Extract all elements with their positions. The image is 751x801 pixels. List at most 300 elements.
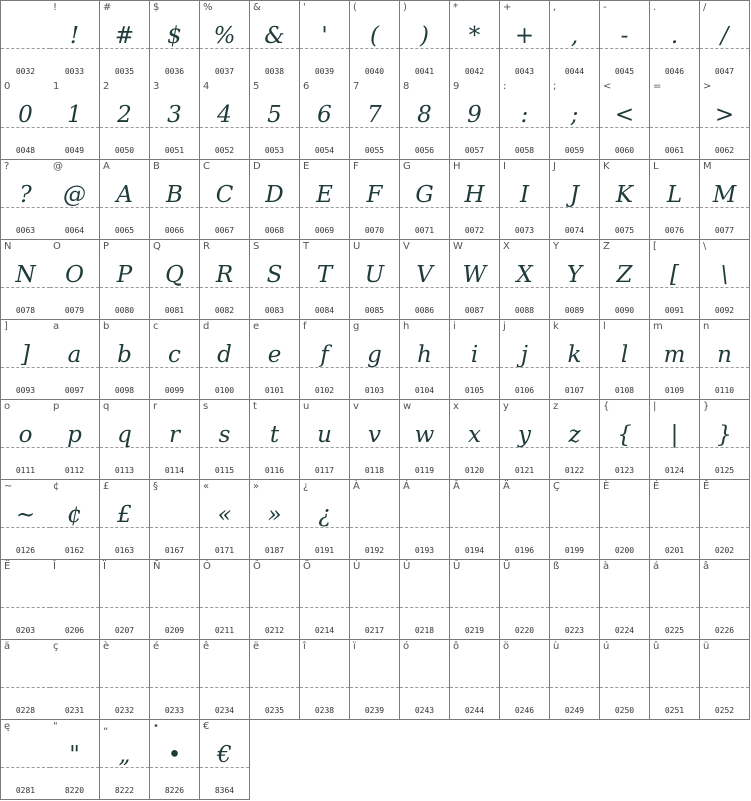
baseline-guide — [250, 607, 299, 608]
glyph-code: 0091 — [664, 306, 685, 315]
glyph-code: 0075 — [614, 226, 635, 235]
glyph-code: 8226 — [164, 786, 185, 795]
glyph-sample: | — [670, 422, 679, 448]
glyph-cell — [550, 400, 600, 480]
glyph-label: [ — [653, 241, 657, 252]
glyph-label: ¿ — [303, 481, 309, 492]
glyph-sample: # — [114, 23, 135, 49]
glyph-label: < — [603, 81, 612, 92]
glyph-cell — [650, 0, 700, 81]
glyph-cell — [650, 160, 700, 240]
glyph-sample: < — [614, 102, 635, 128]
glyph-code: 0238 — [314, 706, 335, 715]
glyph-cell — [50, 320, 100, 400]
glyph-label: g — [353, 321, 360, 332]
glyph-cell — [450, 80, 500, 160]
glyph-label: t — [253, 401, 257, 412]
glyph-sample: n — [717, 342, 732, 368]
glyph-sample: 7 — [367, 102, 382, 128]
glyph-cell — [400, 80, 450, 160]
glyph-sample: * — [468, 23, 481, 49]
glyph-code: 0112 — [64, 466, 85, 475]
glyph-code: 0201 — [664, 546, 685, 555]
glyph-cell — [600, 560, 650, 640]
glyph-cell — [0, 480, 51, 560]
glyph-label: ö — [503, 641, 510, 652]
glyph-cell — [0, 160, 51, 240]
glyph-cell — [500, 160, 550, 240]
glyph-label: p — [53, 401, 60, 412]
glyph-sample: & — [264, 23, 285, 49]
glyph-code: 0232 — [114, 706, 135, 715]
glyph-sample: / — [720, 23, 729, 49]
baseline-guide — [700, 447, 749, 448]
baseline-guide — [600, 527, 649, 528]
baseline-guide — [550, 287, 599, 288]
glyph-cell — [50, 480, 100, 560]
glyph-label: / — [703, 2, 707, 13]
glyph-cell — [200, 0, 250, 81]
baseline-guide — [450, 48, 499, 49]
baseline-guide — [350, 607, 399, 608]
glyph-code: 0055 — [364, 146, 385, 155]
baseline-guide — [700, 48, 749, 49]
glyph-label: } — [703, 401, 710, 412]
glyph-label: T — [303, 241, 310, 252]
baseline-guide — [450, 607, 499, 608]
glyph-cell — [500, 320, 550, 400]
glyph-sample: ' — [321, 23, 328, 49]
glyph-code: 0224 — [614, 626, 635, 635]
glyph-cell — [650, 80, 700, 160]
baseline-guide — [300, 127, 349, 128]
glyph-label: 5 — [253, 81, 260, 92]
glyph-code: 0097 — [64, 386, 85, 395]
glyph-cell — [0, 320, 51, 400]
glyph-code: 0110 — [714, 386, 735, 395]
glyph-cell — [400, 160, 450, 240]
glyph-code: 0192 — [364, 546, 385, 555]
glyph-label: . — [653, 2, 657, 13]
glyph-cell — [50, 720, 100, 800]
baseline-guide — [50, 367, 99, 368]
glyph-cell — [50, 560, 100, 640]
baseline-guide — [400, 127, 449, 128]
glyph-label: l — [603, 321, 606, 332]
glyph-sample: J — [569, 182, 580, 208]
glyph-label: s — [203, 401, 209, 412]
glyph-sample: o — [18, 422, 33, 448]
glyph-sample: $ — [167, 23, 182, 49]
glyph-sample: £ — [117, 502, 132, 528]
glyph-code: 0074 — [564, 226, 585, 235]
glyph-cell — [50, 240, 100, 320]
glyph-sample: A — [116, 182, 133, 208]
glyph-label: Y — [553, 241, 560, 252]
baseline-guide — [350, 687, 399, 688]
glyph-label: x — [453, 401, 459, 412]
baseline-guide — [600, 287, 649, 288]
glyph-sample: Q — [165, 262, 184, 288]
glyph-label: ü — [703, 641, 710, 652]
baseline-guide — [500, 48, 549, 49]
glyph-sample: D — [265, 182, 284, 208]
glyph-sample: % — [213, 23, 236, 49]
glyph-sample: l — [620, 342, 629, 368]
glyph-cell — [350, 240, 400, 320]
baseline-guide — [100, 527, 149, 528]
glyph-code: 0209 — [164, 626, 185, 635]
glyph-label: { — [603, 401, 610, 412]
baseline-guide — [300, 207, 349, 208]
baseline-guide — [700, 287, 749, 288]
glyph-code: 0171 — [214, 546, 235, 555]
glyph-label: = — [653, 81, 662, 92]
glyph-sample: „ — [118, 742, 131, 768]
glyph-code: 0036 — [164, 67, 185, 76]
glyph-cell — [500, 480, 550, 560]
glyph-cell — [150, 640, 200, 720]
glyph-sample: V — [416, 262, 433, 288]
glyph-label: â — [703, 561, 710, 572]
glyph-label: Ô — [253, 561, 261, 572]
glyph-sample: ~ — [15, 502, 36, 528]
glyph-cell — [100, 400, 150, 480]
glyph-code: 0191 — [314, 546, 335, 555]
glyph-cell — [500, 400, 550, 480]
glyph-cell — [200, 640, 250, 720]
glyph-code: 0167 — [164, 546, 185, 555]
glyph-code: 0120 — [464, 466, 485, 475]
glyph-code: 0122 — [564, 466, 585, 475]
glyph-cell — [350, 640, 400, 720]
baseline-guide — [100, 687, 149, 688]
baseline-guide — [200, 127, 249, 128]
glyph-sample: p — [67, 422, 82, 448]
baseline-guide — [650, 207, 699, 208]
glyph-sample: b — [117, 342, 132, 368]
glyph-sample: B — [166, 182, 183, 208]
glyph-sample: x — [468, 422, 481, 448]
glyph-sample: i — [470, 342, 479, 368]
glyph-sample: R — [215, 262, 234, 288]
baseline-guide — [500, 607, 549, 608]
glyph-cell — [700, 640, 750, 720]
glyph-sample: d — [217, 342, 232, 368]
glyph-code: 0249 — [564, 706, 585, 715]
glyph-code: 0202 — [714, 546, 735, 555]
glyph-label: - — [603, 2, 607, 13]
glyph-code: 0032 — [15, 67, 36, 76]
glyph-code: 0226 — [714, 626, 735, 635]
baseline-guide — [700, 127, 749, 128]
baseline-guide — [700, 687, 749, 688]
glyph-label: ¢ — [53, 481, 60, 492]
glyph-label: Ï — [103, 561, 106, 572]
glyph-sample: " — [69, 742, 80, 768]
glyph-cell — [700, 400, 750, 480]
glyph-code: 0124 — [664, 466, 685, 475]
glyph-cell — [250, 0, 300, 81]
baseline-guide — [450, 287, 499, 288]
glyph-code: 0231 — [64, 706, 85, 715]
glyph-cell — [250, 400, 300, 480]
glyph-sample: v — [368, 422, 381, 448]
glyph-cell — [200, 320, 250, 400]
glyph-code: 0239 — [364, 706, 385, 715]
baseline-guide — [1, 447, 50, 448]
baseline-guide — [200, 687, 249, 688]
baseline-guide — [150, 367, 199, 368]
glyph-label: ' — [303, 2, 306, 13]
glyph-cell — [550, 640, 600, 720]
glyph-label: ß — [553, 561, 560, 572]
glyph-sample: ¿ — [318, 502, 331, 528]
glyph-cell — [50, 160, 100, 240]
glyph-code: 0093 — [15, 386, 36, 395]
glyph-code: 0039 — [314, 67, 335, 76]
baseline-guide — [250, 127, 299, 128]
glyph-cell — [650, 320, 700, 400]
glyph-sample: { — [617, 422, 632, 448]
baseline-guide — [100, 127, 149, 128]
baseline-guide — [600, 687, 649, 688]
glyph-label: « — [203, 481, 210, 492]
baseline-guide — [700, 207, 749, 208]
glyph-label: ô — [453, 641, 460, 652]
glyph-label: 4 — [203, 81, 210, 92]
baseline-guide — [300, 48, 349, 49]
baseline-guide — [400, 687, 449, 688]
baseline-guide — [250, 527, 299, 528]
glyph-code: 0114 — [164, 466, 185, 475]
glyph-sample: P — [116, 262, 133, 288]
glyph-code: 0061 — [664, 146, 685, 155]
baseline-guide — [650, 127, 699, 128]
glyph-cell — [550, 480, 600, 560]
glyph-label: Ù — [353, 561, 361, 572]
glyph-label: ù — [553, 641, 560, 652]
glyph-cell — [300, 480, 350, 560]
glyph-label: @ — [53, 161, 63, 172]
baseline-guide — [700, 607, 749, 608]
glyph-cell — [300, 160, 350, 240]
glyph-code: 0106 — [514, 386, 535, 395]
glyph-sample: 3 — [167, 102, 182, 128]
glyph-cell — [350, 0, 400, 81]
baseline-guide — [500, 687, 549, 688]
baseline-guide — [250, 287, 299, 288]
glyph-label: G — [403, 161, 411, 172]
glyph-label: 7 — [353, 81, 360, 92]
glyph-cell — [250, 560, 300, 640]
glyph-cell — [400, 640, 450, 720]
glyph-label: y — [503, 401, 509, 412]
glyph-code: 0083 — [264, 306, 285, 315]
glyph-label: # — [103, 2, 112, 13]
glyph-cell — [350, 80, 400, 160]
glyph-label: a — [53, 321, 60, 332]
baseline-guide — [250, 48, 299, 49]
glyph-sample: W — [462, 262, 487, 288]
glyph-cell — [300, 400, 350, 480]
glyph-cell — [250, 240, 300, 320]
glyph-code: 0051 — [164, 146, 185, 155]
glyph-code: 0235 — [264, 706, 285, 715]
glyph-code: 0115 — [214, 466, 235, 475]
glyph-cell — [650, 400, 700, 480]
glyph-cell — [100, 480, 150, 560]
glyph-code: 0193 — [414, 546, 435, 555]
glyph-label: 2 — [103, 81, 110, 92]
glyph-cell — [600, 400, 650, 480]
glyph-label: » — [253, 481, 260, 492]
glyph-cell — [350, 560, 400, 640]
glyph-cell — [0, 400, 51, 480]
glyph-code: 0072 — [464, 226, 485, 235]
glyph-cell — [300, 320, 350, 400]
glyph-code: 0223 — [564, 626, 585, 635]
glyph-sample: S — [266, 262, 283, 288]
glyph-code: 0080 — [114, 306, 135, 315]
glyph-label: Ñ — [153, 561, 161, 572]
glyph-label: * — [453, 2, 458, 13]
glyph-cell — [650, 640, 700, 720]
baseline-guide — [650, 527, 699, 528]
glyph-label: ; — [553, 81, 557, 92]
glyph-sample: e — [267, 342, 282, 368]
baseline-guide — [400, 207, 449, 208]
glyph-label: S — [253, 241, 260, 252]
baseline-guide — [450, 527, 499, 528]
baseline-guide — [50, 607, 99, 608]
glyph-code: 0038 — [264, 67, 285, 76]
glyph-cell — [50, 400, 100, 480]
glyph-sample: f — [320, 342, 329, 368]
glyph-sample: » — [267, 502, 282, 528]
glyph-label: ë — [253, 641, 260, 652]
glyph-label: i — [453, 321, 456, 332]
glyph-sample: q — [117, 422, 132, 448]
glyph-label: V — [403, 241, 410, 252]
baseline-guide — [1, 287, 50, 288]
baseline-guide — [500, 527, 549, 528]
glyph-code: 0059 — [564, 146, 585, 155]
glyph-cell — [300, 560, 350, 640]
baseline-guide — [400, 607, 449, 608]
glyph-label: ê — [203, 641, 210, 652]
glyph-label: 1 — [53, 81, 60, 92]
glyph-code: 0037 — [214, 67, 235, 76]
baseline-guide — [150, 207, 199, 208]
baseline-guide — [1, 127, 50, 128]
baseline-guide — [50, 527, 99, 528]
baseline-guide — [650, 287, 699, 288]
glyph-label: L — [653, 161, 659, 172]
glyph-label: ! — [53, 2, 58, 13]
glyph-code: 0054 — [314, 146, 335, 155]
glyph-cell — [700, 0, 750, 81]
baseline-guide — [350, 287, 399, 288]
baseline-guide — [550, 367, 599, 368]
glyph-cell — [500, 240, 550, 320]
glyph-code: 0087 — [464, 306, 485, 315]
glyph-sample: ; — [570, 102, 579, 128]
glyph-code: 0041 — [414, 67, 435, 76]
glyph-label: P — [103, 241, 110, 252]
baseline-guide — [100, 48, 149, 49]
glyph-code: 0219 — [464, 626, 485, 635]
baseline-guide — [600, 127, 649, 128]
glyph-code: 0063 — [15, 226, 36, 235]
baseline-guide — [50, 287, 99, 288]
glyph-cell — [250, 160, 300, 240]
glyph-code: 0088 — [514, 306, 535, 315]
glyph-label: u — [303, 401, 310, 412]
glyph-label: È — [603, 481, 610, 492]
baseline-guide — [700, 367, 749, 368]
glyph-cell — [400, 240, 450, 320]
glyph-code: 0099 — [164, 386, 185, 395]
glyph-label: Û — [453, 561, 461, 572]
glyph-cell — [100, 560, 150, 640]
glyph-sample: C — [215, 182, 234, 208]
baseline-guide — [700, 527, 749, 528]
glyph-code: 0048 — [15, 146, 36, 155]
glyph-code: 0098 — [114, 386, 135, 395]
glyph-cell — [150, 240, 200, 320]
glyph-label: m — [653, 321, 663, 332]
glyph-label: c — [153, 321, 159, 332]
baseline-guide — [200, 287, 249, 288]
glyph-cell — [100, 640, 150, 720]
baseline-guide — [300, 287, 349, 288]
glyph-code: 0090 — [614, 306, 635, 315]
baseline-guide — [350, 127, 399, 128]
glyph-sample: Z — [616, 262, 633, 288]
glyph-label: h — [403, 321, 410, 332]
glyph-cell — [650, 240, 700, 320]
glyph-code: 0200 — [614, 546, 635, 555]
glyph-code: 0121 — [514, 466, 535, 475]
glyph-code: 0033 — [64, 67, 85, 76]
baseline-guide — [300, 447, 349, 448]
glyph-cell — [600, 240, 650, 320]
glyph-sample: E — [316, 182, 333, 208]
glyph-label: M — [703, 161, 712, 172]
glyph-cell — [0, 560, 51, 640]
glyph-cell — [250, 480, 300, 560]
baseline-guide — [150, 767, 199, 768]
glyph-cell — [550, 80, 600, 160]
glyph-sample: L — [666, 182, 683, 208]
baseline-guide — [400, 447, 449, 448]
glyph-sample: r — [169, 422, 180, 448]
glyph-code: 0077 — [714, 226, 735, 235]
baseline-guide — [550, 447, 599, 448]
glyph-cell — [300, 0, 350, 81]
glyph-sample: O — [65, 262, 84, 288]
glyph-code: 0234 — [214, 706, 235, 715]
glyph-cell — [200, 720, 250, 800]
glyph-code: 0060 — [614, 146, 635, 155]
glyph-cell — [0, 720, 51, 800]
glyph-cell — [150, 0, 200, 81]
glyph-code: 0203 — [15, 626, 36, 635]
baseline-guide — [200, 447, 249, 448]
glyph-sample: N — [15, 262, 36, 288]
baseline-guide — [650, 447, 699, 448]
